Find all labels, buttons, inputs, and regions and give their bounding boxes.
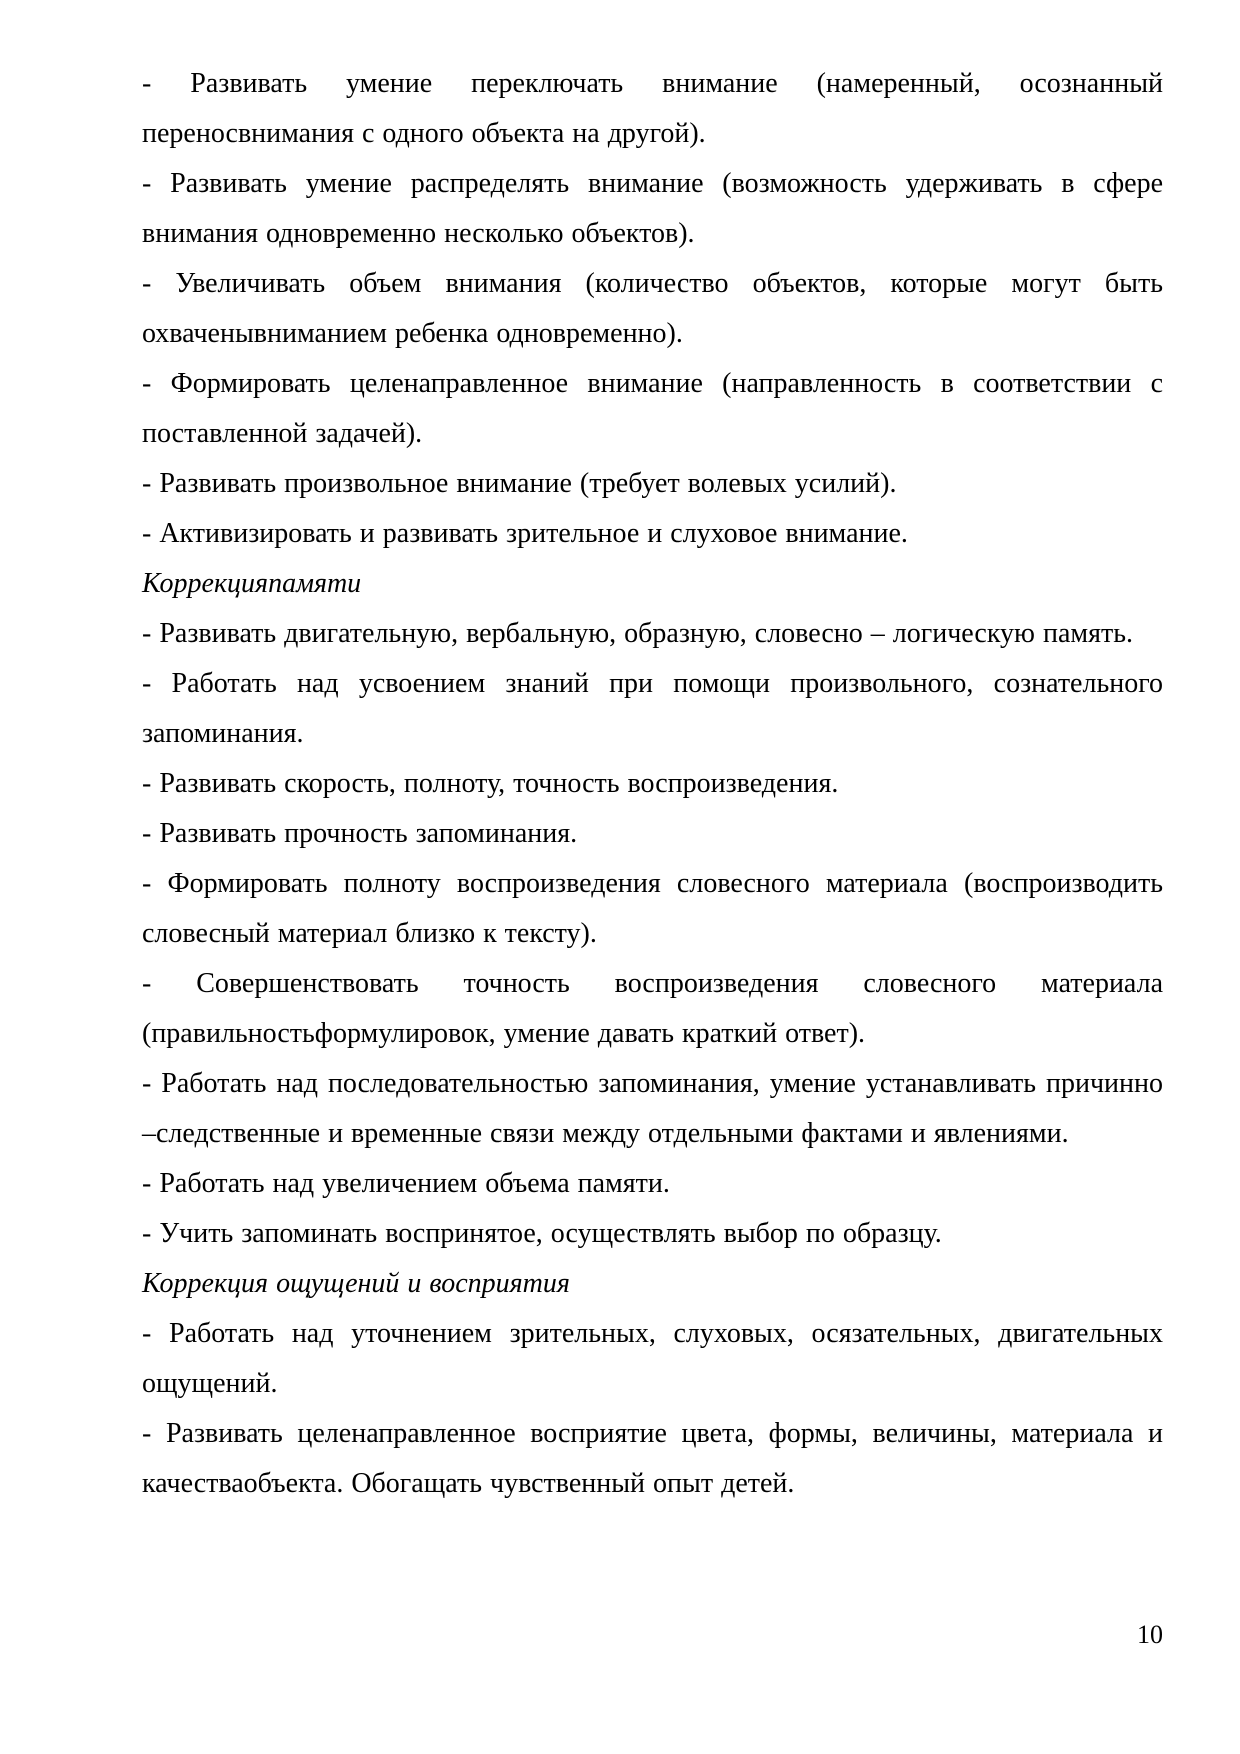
list-item: - Активизировать и развивать зрительное и слуховое внимание. [142,518,908,549]
list-item: - Формировать целенаправленное внимание (направленность в соответствии с поставленной задачей). [142,368,1163,449]
section-heading: Коррекция ощущений и восприятия [142,1268,570,1299]
list-item: - Развивать скорость, полноту, точность воспроизведения. [142,768,839,799]
list-item: - Совершенствовать точность воспроизведения словесного материала (правильностьформулировок, умение давать краткий ответ). [142,968,1163,1049]
text-block [142,59,1163,1509]
list-item: - Формировать полноту воспроизведения словесного материала (воспроизводить словесный материал близко к тексту). [142,868,1163,949]
list-item: - Работать над последовательностью запоминания, умение устанавливать причинно –следственные и временные связи между отдельными фактами и явлениями. [142,1068,1163,1149]
list-item: - Развивать умение переключать внимание (намеренный, осознанный переносвнимания с одного объекта на другой). [142,68,1163,149]
list-item: - Развивать произвольное внимание (требует волевых усилий). [142,468,897,499]
list-item: - Учить запоминать воспринятое, осуществлять выбор по образцу. [142,1218,942,1249]
list-item: - Развивать целенаправленное восприятие цвета, формы, величины, материала и качестваобъекта. Обогащать чувственный опыт детей. [142,1418,1163,1499]
list-item: - Развивать двигательную, вербальную, образную, словесно – логическую память. [142,618,1133,649]
list-item: - Увеличивать объем внимания (количество объектов, которые могут быть охваченывниманием ребенка одновременно). [142,268,1163,349]
list-item: - Развивать прочность запоминания. [142,818,578,849]
list-item: - Работать над усвоением знаний при помощи произвольного, сознательного запоминания. [142,668,1163,749]
section-heading: Коррекцияпамяти [142,568,362,599]
page-number: 10 [1137,1620,1163,1649]
list-item: - Работать над уточнением зрительных, слуховых, осязательных, двигательных ощущений. [142,1318,1163,1399]
list-item: - Работать над увеличением объема памяти. [142,1168,670,1199]
list-item: - Развивать умение распределять внимание (возможность удерживать в сфере внимания одновременно несколько объектов). [142,168,1163,249]
